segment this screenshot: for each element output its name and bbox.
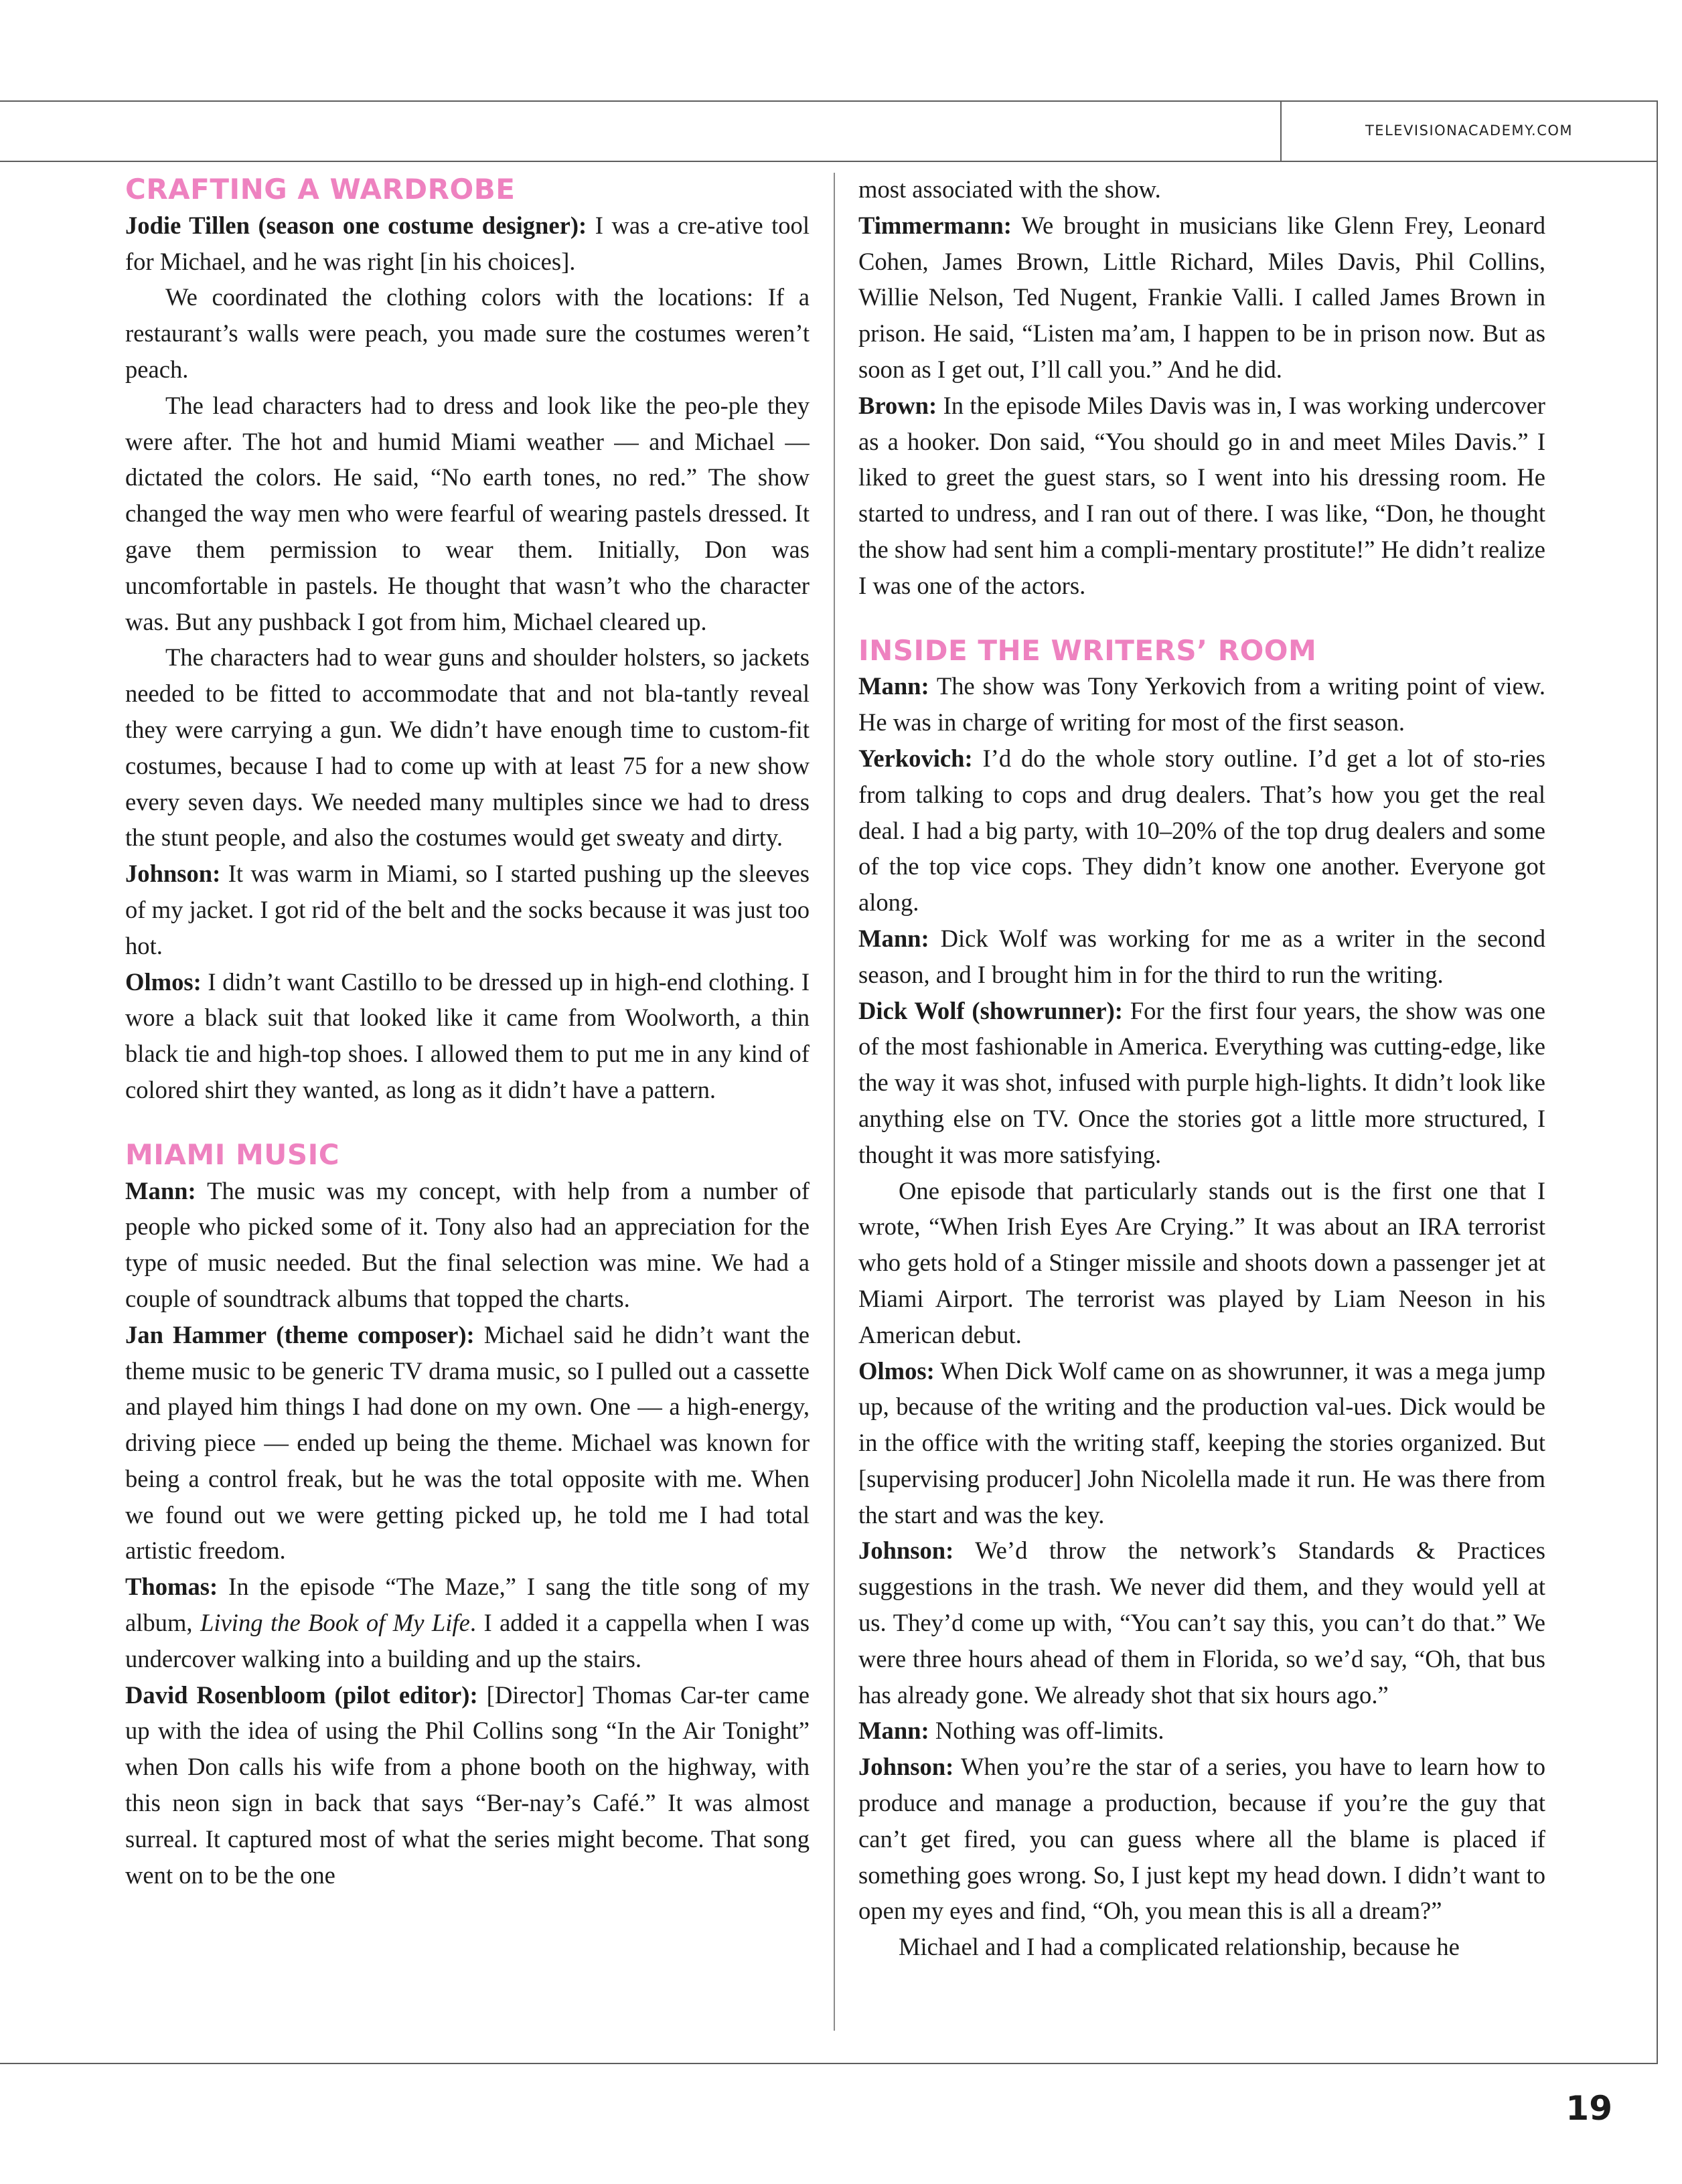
paragraph bbox=[858, 1533, 1545, 1713]
speaker-name: Johnson: bbox=[858, 1753, 954, 1781]
paragraph-text: The show was Tony Yerkovich from a writing point of view. He was in charge of writing for most of the first season. bbox=[858, 672, 1545, 736]
section-heading: INSIDE THE WRITERS’ ROOM bbox=[858, 633, 1317, 667]
speaker-name: David Rosenbloom bbox=[125, 1681, 326, 1709]
paragraph-text: We’d throw the network’s Standards & Practices suggestions in the trash. We never did them, and they would yell at us. They’d come up with, “You can’t say this, you can’t do that.” We were three hours ahead of them in Florida, so we’d say, “Oh, that bus has already gone. We already shot that six hours ago.” bbox=[858, 1537, 1545, 1709]
paragraph bbox=[858, 740, 1545, 921]
paragraph-text: When Dick Wolf came on as showrunner, it was a mega jump up, because of the writing and the production val-ues. Dick would be in the office with the writing staff, keeping the stories organized. But [supervising producer] John Nicolella made it run. He was there from the start and was the key. bbox=[858, 1356, 1545, 1529]
footer-rule bbox=[0, 2063, 1658, 2064]
paragraph-text: For the first four years, the show was one of the most fashionable in America. Everything was cutting-edge, like the way it was shot, infused with purple high-lights. It didn’t look like anything else on TV. Once the stories got a little more structured, I thought it was more satisfying. bbox=[858, 996, 1545, 1168]
paragraph-text: Michael said he didn’t want the theme music to be generic TV drama music, so I pulled out a cassette and played him things I had done on my own. One — a high-energy, driving piece — ended up being the theme. Michael was known for being a control freak, but he was the total opposite with me. When we found out we were getting picked up, he told me I had total artistic freedom. bbox=[125, 1320, 810, 1565]
speaker-name: Jan Hammer bbox=[125, 1320, 267, 1348]
paragraph bbox=[125, 1569, 810, 1676]
paragraph bbox=[858, 993, 1545, 1173]
right-column bbox=[858, 171, 1545, 2046]
paragraph-text: . I added it a cappella when I was undercover walking into a building and up the stairs. bbox=[125, 1609, 810, 1672]
speaker-name: Olmos: bbox=[858, 1356, 935, 1385]
paragraph: Michael and I had a complicated relationship, because he bbox=[899, 1933, 1460, 1961]
paragraph bbox=[125, 964, 810, 1108]
site-url: TELEVISIONACADEMY.COM bbox=[1365, 123, 1574, 139]
speaker-role: (season one costume designer): bbox=[258, 211, 587, 239]
speaker-name: Dick Wolf bbox=[858, 996, 965, 1024]
speaker-name: Jodie Tillen bbox=[125, 211, 250, 239]
speaker-name: Timmermann: bbox=[858, 211, 1012, 239]
paragraph bbox=[125, 856, 810, 963]
paragraph-text: [Director] Thomas Car-ter came up with the idea of using the Phil Collins song “In the Air Tonight” when Don calls his wife from a phone booth on the highway, with this neon sign in back that says “Ber-nay’s Café.” It was almost surreal. It captured most of what the series might become. That song went on to be the one bbox=[125, 1681, 810, 1889]
speaker-name: Olmos: bbox=[125, 967, 202, 996]
page-number: 19 bbox=[1565, 2089, 1612, 2128]
paragraph bbox=[125, 1173, 810, 1317]
paragraph bbox=[858, 1713, 1545, 1749]
paragraph-text: I’d do the whole story outline. I’d get a lot of sto-ries from talking to cops and drug dealers. That’s how you get the real deal. I had a big party, with 10–20% of the top drug dealers and some of the top vice cops. They didn’t know one another. Everyone got along. bbox=[858, 744, 1545, 917]
paragraph-text: In the episode “The Maze,” I sang the title song of my album, bbox=[125, 1573, 810, 1637]
speaker-role: (pilot editor): bbox=[334, 1681, 478, 1709]
paragraph-text: Dick Wolf was working for me as a writer in the second season, and I brought him in for the third to run the writing. bbox=[858, 924, 1545, 988]
paragraph: We coordinated the clothing colors with the locations: If a restaurant’s walls were peach, you made sure the costumes weren’t peach. bbox=[125, 283, 810, 383]
paragraph-text: It was warm in Miami, so I started pushing up the sleeves of my jacket. I got rid of the belt and the socks because it was just too hot. bbox=[125, 860, 810, 959]
paragraph-text: In the episode Miles Davis was in, I was working undercover as a hooker. Don said, “You should go in and meet Miles Davis.” I liked to greet the guest stars, so I went into his dressing room. He started to undress, and I ran out of there. I was like, “Don, he thought the show had sent him a compli-mentary prostitute!” He didn’t realize I was one of the actors. bbox=[858, 391, 1545, 599]
speaker-name: Mann: bbox=[125, 1176, 196, 1204]
speaker-name: Mann: bbox=[858, 1717, 929, 1745]
paragraph bbox=[125, 1677, 810, 1893]
paragraph bbox=[125, 1317, 810, 1569]
speaker-role: (theme composer): bbox=[276, 1320, 475, 1348]
speaker-name: Mann: bbox=[858, 672, 929, 700]
speaker-name: Mann: bbox=[858, 924, 929, 952]
paragraph: The characters had to wear guns and shoulder holsters, so jackets needed to be fitted to accommodate that and not bla-tantly reveal they were carrying a gun. We didn’t have enough time to custom-fit costumes, because I had to come up with at least 75 for a new show every seven days. We needed many multiples since we had to dress the stunt people, and also the costumes would get sweaty and dirty. bbox=[125, 643, 810, 852]
speaker-name: Thomas: bbox=[125, 1573, 218, 1601]
speaker-role: (showrunner): bbox=[972, 996, 1123, 1024]
paragraph-text: I didn’t want Castillo to be dressed up in high-end clothing. I wore a black suit that looked like it came from Woolworth, a thin black tie and high-top shoes. I allowed them to put me in any kind of colored shirt they wanted, as long as it didn’t have a pattern. bbox=[125, 967, 810, 1103]
header-bottom-rule bbox=[0, 161, 1658, 162]
speaker-name: Johnson: bbox=[858, 1537, 954, 1565]
paragraph bbox=[858, 208, 1545, 388]
album-title: Living the Book of My Life bbox=[200, 1609, 470, 1637]
paragraph-text: I was a cre-ative tool for Michael, and he was right [in his choices]. bbox=[125, 211, 810, 275]
paragraph-text: The music was my concept, with help from a number of people who picked some of it. Tony also had an appreciation for the type of music needed. But the final selection was mine. We had a couple of soundtrack albums that topped the charts. bbox=[125, 1176, 810, 1312]
paragraph bbox=[858, 668, 1545, 740]
paragraph bbox=[858, 1353, 1545, 1533]
paragraph bbox=[858, 388, 1545, 604]
column-divider bbox=[834, 173, 835, 2031]
paragraph: most associated with the show. bbox=[858, 175, 1161, 203]
paragraph bbox=[125, 208, 810, 280]
speaker-name: Yerkovich: bbox=[858, 744, 973, 772]
paragraph-text: When you’re the star of a series, you have to learn how to produce and manage a production, because if you’re the guy that can’t get fired, you can guess where all the blame is placed if something goes wrong. So, I just kept my head down. I didn’t want to open my eyes and find, “Oh, you mean this is all a dream?” bbox=[858, 1753, 1545, 1925]
speaker-name: Brown: bbox=[858, 391, 937, 419]
left-column bbox=[125, 171, 810, 2046]
paragraph-text: Nothing was off-limits. bbox=[929, 1717, 1164, 1745]
paragraph: One episode that particularly stands out is the first one that I wrote, “When Irish Eyes Are Crying.” It was about an IRA terrorist who gets hold of a Stinger missile and shoots down a passenger jet at Miami Airport. The terrorist was played by Liam Neeson in his American debut. bbox=[858, 1176, 1545, 1348]
paragraph bbox=[858, 921, 1545, 993]
section-heading: CRAFTING A WARDROBE bbox=[125, 173, 516, 206]
section-heading: MIAMI MUSIC bbox=[125, 1138, 340, 1171]
speaker-name: Johnson: bbox=[125, 860, 221, 888]
page-right-rule bbox=[1657, 100, 1658, 2064]
paragraph bbox=[858, 1749, 1545, 1929]
paragraph: The lead characters had to dress and look like the peo-ple they were after. The hot and humid Miami weather — and Michael — dictated the colors. He said, “No earth tones, no red.” The show changed the way men who were fearful of wearing pastels dressed. It gave them permission to wear them. Initially, Don was uncomfortable in pastels. He thought that wasn’t who the character was. But any pushback I got from him, Michael cleared up. bbox=[125, 391, 810, 635]
paragraph-text: We brought in musicians like Glenn Frey, Leonard Cohen, James Brown, Little Richard, Miles Davis, Phil Collins, Willie Nelson, Ted Nugent, Frankie Valli. I called James Brown in prison. He said, “Listen ma’am, I happen to be in prison now. But as soon as I get out, I’ll call you.” And he did. bbox=[858, 211, 1545, 383]
